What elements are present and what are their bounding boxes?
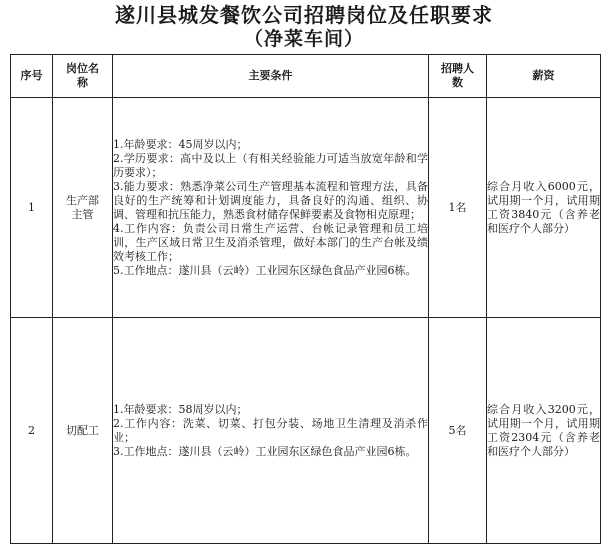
requirements-table: [10, 54, 601, 544]
header-salary: 薪资: [487, 55, 601, 98]
header-count: 招聘人数: [429, 55, 487, 98]
requirement-line: 5.工作地点：遂川县（云岭）工业园东区绿色食品产业园6栋。: [113, 263, 417, 277]
requirement-line: 3.工作地点：遂川县（云岭）工业园东区绿色食品产业园6栋。: [113, 444, 417, 458]
requirement-line: 2.学历要求：高中及以上（有相关经验能力可适当放宽年龄和学历要求）；: [113, 151, 428, 179]
table-row: [11, 98, 601, 318]
requirement-line: 2.工作内容：洗菜、切菜、打包分装、场地卫生清理及消杀作业；: [113, 416, 428, 444]
row-no: 1: [11, 98, 53, 318]
row-position: 生产部主管: [53, 98, 113, 318]
table-row: [11, 318, 601, 544]
page-title: 遂川县城发餐饮公司招聘岗位及任职要求: [115, 3, 493, 27]
row-requirements: [113, 98, 429, 318]
header-requirements: 主要条件: [113, 55, 429, 98]
requirement-line: 1.年龄要求：58周岁以内；: [113, 402, 248, 416]
row-salary: 综合月收入3200元，试用期一个月，试用期工资2304元（含养老和医疗个人部分）: [487, 318, 601, 544]
row-count: 5名: [429, 318, 487, 544]
row-salary: 综合月收入6000元，试用期一个月，试用期工资3840元（含养老和医疗个人部分）: [487, 98, 601, 318]
header-no: 序号: [11, 55, 53, 98]
row-position: 切配工: [53, 318, 113, 544]
requirement-line: 1.年龄要求：45周岁以内；: [113, 137, 248, 151]
row-count: 1名: [429, 98, 487, 318]
row-requirements: [113, 318, 429, 544]
requirement-line: 3.能力要求：熟悉净菜公司生产管理基本流程和管理方法，具备良好的生产统筹和计划调度能力，具备良好的沟通、组织、协调、管理和抗压能力，熟悉食材储存保鲜要素及食物相克原理；: [113, 179, 428, 221]
row-no: 2: [11, 318, 53, 544]
page-subtitle: （净菜车间）: [243, 28, 364, 50]
requirement-line: 4.工作内容：负责公司日常生产运营、台帐记录管理和员工培训，生产区域日常卫生及消杀管理，做好本部门的生产台帐及绩效考核工作；: [113, 221, 428, 263]
table-header-row: [11, 55, 601, 98]
header-position: 岗位名称: [53, 55, 113, 98]
